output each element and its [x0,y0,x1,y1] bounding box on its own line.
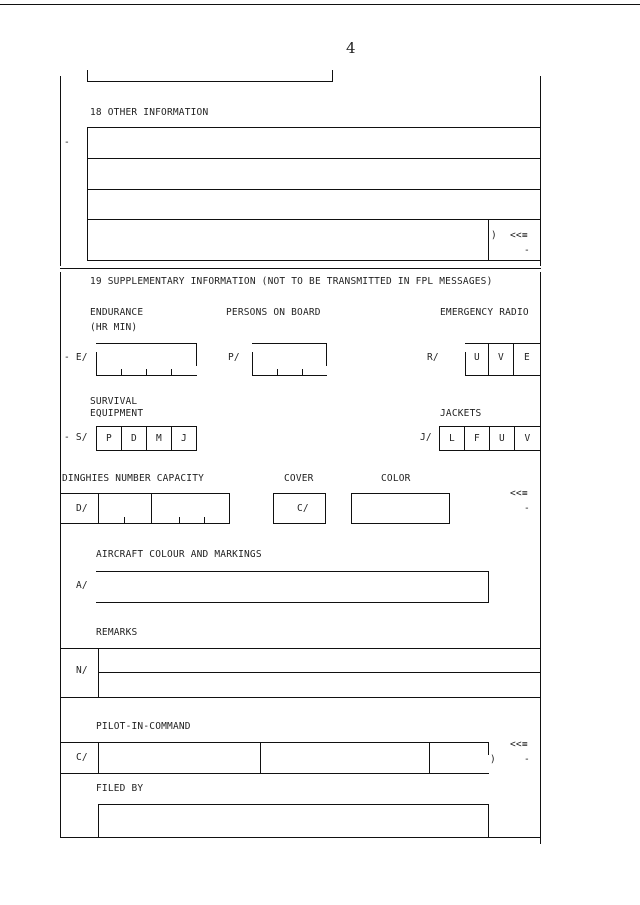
pilot-bottom [60,773,489,774]
endurance-right [196,343,197,366]
endurance-label: ENDURANCE [90,307,144,318]
form-bottom [60,837,541,838]
endurance-tick-2 [146,369,147,376]
endurance-tick-3 [171,369,172,376]
persons-label: PERSONS ON BOARD [226,307,321,318]
filed-by-label: FILED BY [96,783,144,794]
survival-box-p[interactable]: P [96,426,122,451]
field19-title: 19 SUPPLEMENTARY INFORMATION (NOT TO BE TRANSMITTED IN FPL MESSAGES) [90,276,493,287]
other-info-field[interactable] [87,127,541,261]
frame-left-lower [60,272,61,838]
remarks-prefix: N/ [76,665,88,676]
other-info-line-3 [87,219,541,220]
survival-label-1: SURVIVAL [90,396,138,407]
top-rule [0,4,640,5]
endurance-prefix: - E/ [64,352,88,363]
section-separator-18-19 [60,268,541,269]
dinghies-label: DINGHIES NUMBER CAPACITY [62,473,205,484]
emergency-radio-label: EMERGENCY RADIO [440,307,529,318]
jackets-box-v[interactable]: V [514,426,541,451]
filed-by-right [488,804,489,838]
radio-prefix: R/ [427,352,439,363]
color-label: COLOR [381,473,411,484]
frame-right-lower [540,272,541,844]
dinghies-capacity-input[interactable] [152,494,229,523]
survival-box-j[interactable]: J [171,426,197,451]
endurance-tick-1 [121,369,122,376]
frame-left-upper [60,76,61,266]
persons-left [252,352,253,376]
jackets-box-l[interactable]: L [439,426,465,451]
jackets-box-f[interactable]: F [464,426,490,451]
radio-box-e[interactable]: E [524,352,530,363]
radio-top [465,343,541,344]
page-number: 4 [346,39,356,57]
persons-right [326,343,327,366]
survival-box-d[interactable]: D [121,426,147,451]
remarks-label: REMARKS [96,627,138,638]
dinghies-right [229,493,230,524]
other-info-line-2 [87,189,541,190]
aircraft-top [96,571,489,572]
dinghies-end-marker: <<≡ [510,488,528,499]
filed-by-input[interactable] [100,806,487,836]
other-info-end-divider [488,219,489,261]
survival-label-2: EQUIPMENT [90,408,144,419]
survival-prefix: - S/ [64,432,88,443]
aircraft-input[interactable] [96,602,489,603]
pilot-prefix: C/ [76,752,88,763]
field18-end-marker: <<≡ [510,230,528,241]
field18-end-dash: - [524,245,530,256]
color-input[interactable] [351,493,450,524]
field18-close-bracket: ) [491,230,497,241]
radio-box-v[interactable]: V [498,352,504,363]
persons-input[interactable] [252,375,327,376]
radio-box-u[interactable]: U [474,352,480,363]
aircraft-prefix: A/ [76,580,88,591]
endurance-left [96,352,97,376]
persons-top [252,343,327,344]
survival-box-m[interactable]: M [146,426,172,451]
persons-tick-2 [302,369,303,376]
persons-prefix: P/ [228,352,240,363]
endurance-units: (HR MIN) [90,322,138,333]
field18-title: 18 OTHER INFORMATION [90,107,209,118]
prev-box-right [332,70,333,82]
other-info-line-1 [87,158,541,159]
field18-dash: - [64,137,70,148]
jackets-label: JACKETS [440,408,482,419]
pilot-end-marker: <<≡ [510,739,528,750]
cover-prefix: C/ [297,503,309,514]
radio-bottom [465,375,541,376]
jackets-box-u[interactable]: U [489,426,515,451]
dinghies-number-input[interactable] [99,494,151,523]
cover-label: COVER [284,473,314,484]
aircraft-right [488,571,489,603]
remarks-bottom [60,697,541,698]
persons-tick-1 [277,369,278,376]
pilot-close: ) [490,754,496,765]
endurance-top [96,343,197,344]
pilot-end-dash: - [524,754,530,765]
dinghies-end-dash: - [524,503,530,514]
jackets-prefix: J/ [420,432,432,443]
remarks-input[interactable] [100,650,540,696]
dinghies-prefix: D/ [76,503,88,514]
prev-box-bottom [87,81,333,82]
pilot-label: PILOT-IN-COMMAND [96,721,191,732]
pilot-input[interactable] [100,744,487,772]
aircraft-colour-label: AIRCRAFT COLOUR AND MARKINGS [96,549,262,560]
